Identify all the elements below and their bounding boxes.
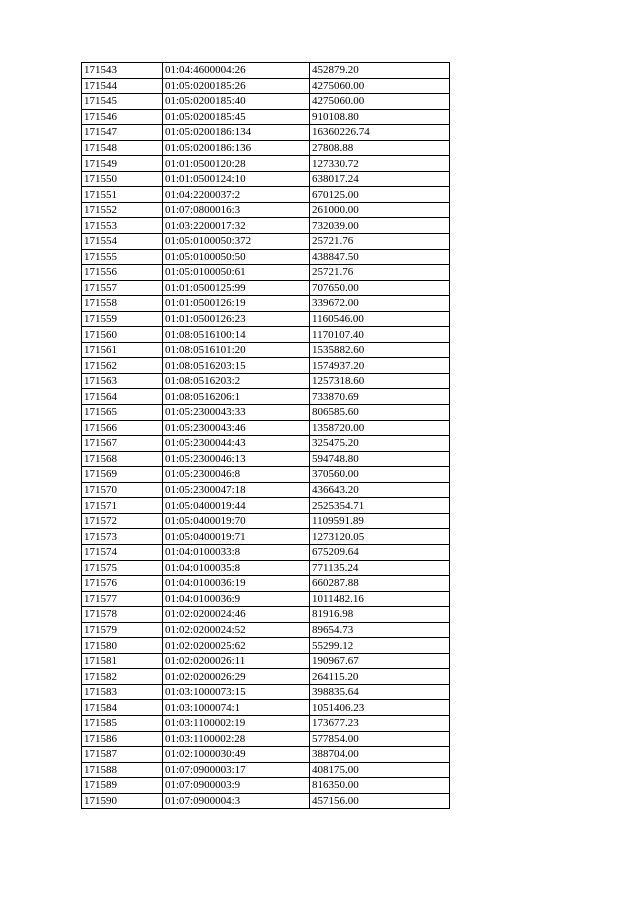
table-row [82,747,450,763]
cadastral-number-cell: 01:05:0100050:50 [163,249,310,265]
table-row [82,187,450,203]
value-cell: 25721.76 [310,265,450,281]
value-cell: 127330.72 [310,156,450,172]
table-row [82,420,450,436]
value-cell: 1358720.00 [310,420,450,436]
row-number-cell: 171575 [82,560,163,576]
table-row [82,156,450,172]
value-cell: 771135.24 [310,560,450,576]
table-row [82,731,450,747]
table-row [82,451,450,467]
row-number-cell: 171547 [82,125,163,141]
table-row [82,669,450,685]
value-cell: 457156.00 [310,793,450,809]
row-number-cell: 171556 [82,265,163,281]
cadastral-number-cell: 01:02:0200026:29 [163,669,310,685]
table-row [82,405,450,421]
cadastral-number-cell: 01:08:0516203:2 [163,373,310,389]
row-number-cell: 171584 [82,700,163,716]
row-number-cell: 171553 [82,218,163,234]
cadastral-number-cell: 01:05:0400019:70 [163,513,310,529]
value-cell: 1011482.16 [310,591,450,607]
value-cell: 1273120.05 [310,529,450,545]
value-cell: 1160546.00 [310,311,450,327]
row-number-cell: 171544 [82,78,163,94]
value-cell: 1257318.60 [310,373,450,389]
table-row [82,684,450,700]
row-number-cell: 171574 [82,544,163,560]
cadastral-number-cell: 01:02:0200025:62 [163,638,310,654]
value-cell: 25721.76 [310,234,450,250]
cadastral-number-cell: 01:05:0200185:26 [163,78,310,94]
cadastral-number-cell: 01:05:2300044:43 [163,436,310,452]
cadastral-number-cell: 01:05:2300046:13 [163,451,310,467]
table-row [82,793,450,809]
value-cell: 638017.24 [310,171,450,187]
row-number-cell: 171569 [82,467,163,483]
row-number-cell: 171550 [82,171,163,187]
value-cell: 438847.50 [310,249,450,265]
value-cell: 733870.69 [310,389,450,405]
table-row [82,576,450,592]
row-number-cell: 171559 [82,311,163,327]
table-row [82,373,450,389]
cadastral-number-cell: 01:08:0516203:15 [163,358,310,374]
value-cell: 81916.98 [310,607,450,623]
value-cell: 370560.00 [310,467,450,483]
table-row [82,78,450,94]
table-row [82,342,450,358]
table-row [82,762,450,778]
table-row [82,202,450,218]
cadastral-number-cell: 01:03:1100002:19 [163,715,310,731]
cadastral-number-cell: 01:05:0200186:134 [163,125,310,141]
cadastral-number-cell: 01:01:0500126:19 [163,296,310,312]
cadastral-number-cell: 01:02:0200026:11 [163,653,310,669]
cadastral-number-cell: 01:08:0516101:20 [163,342,310,358]
table-row [82,778,450,794]
cadastral-number-cell: 01:03:2200017:32 [163,218,310,234]
value-cell: 190967.67 [310,653,450,669]
table-row [82,140,450,156]
table-row [82,482,450,498]
row-number-cell: 171572 [82,513,163,529]
value-cell: 1535882.60 [310,342,450,358]
cadastral-number-cell: 01:03:1100002:28 [163,731,310,747]
row-number-cell: 171578 [82,607,163,623]
value-cell: 910108.80 [310,109,450,125]
table-row [82,529,450,545]
value-cell: 1170107.40 [310,327,450,343]
row-number-cell: 171586 [82,731,163,747]
row-number-cell: 171561 [82,342,163,358]
row-number-cell: 171557 [82,280,163,296]
row-number-cell: 171548 [82,140,163,156]
value-cell: 452879.20 [310,63,450,79]
cadastral-number-cell: 01:05:0200186:136 [163,140,310,156]
row-number-cell: 171577 [82,591,163,607]
cadastral-value-table [81,62,450,809]
table-row [82,327,450,343]
cadastral-number-cell: 01:08:0516100:14 [163,327,310,343]
row-number-cell: 171566 [82,420,163,436]
table-row [82,358,450,374]
table-row [82,653,450,669]
cadastral-number-cell: 01:07:0900004:3 [163,793,310,809]
cadastral-number-cell: 01:05:2300043:46 [163,420,310,436]
table-row [82,498,450,514]
cadastral-number-cell: 01:04:0100035:8 [163,560,310,576]
row-number-cell: 171580 [82,638,163,654]
table-row [82,715,450,731]
cadastral-number-cell: 01:05:0100050:372 [163,234,310,250]
table-row [82,249,450,265]
value-cell: 339672.00 [310,296,450,312]
row-number-cell: 171588 [82,762,163,778]
table-row [82,234,450,250]
cadastral-number-cell: 01:07:0900003:17 [163,762,310,778]
row-number-cell: 171565 [82,405,163,421]
table-body [82,63,450,809]
cadastral-number-cell: 01:05:0100050:61 [163,265,310,281]
cadastral-number-cell: 01:01:0500120:28 [163,156,310,172]
cadastral-number-cell: 01:04:0100036:9 [163,591,310,607]
value-cell: 4275060.00 [310,78,450,94]
cadastral-number-cell: 01:03:1000074:1 [163,700,310,716]
row-number-cell: 171564 [82,389,163,405]
value-cell: 577854.00 [310,731,450,747]
row-number-cell: 171552 [82,202,163,218]
table-row [82,311,450,327]
table-row [82,125,450,141]
cadastral-number-cell: 01:05:0400019:44 [163,498,310,514]
row-number-cell: 171570 [82,482,163,498]
value-cell: 660287.88 [310,576,450,592]
table-row [82,94,450,110]
value-cell: 670125.00 [310,187,450,203]
row-number-cell: 171549 [82,156,163,172]
value-cell: 388704.00 [310,747,450,763]
cadastral-number-cell: 01:01:0500124:10 [163,171,310,187]
row-number-cell: 171590 [82,793,163,809]
row-number-cell: 171579 [82,622,163,638]
row-number-cell: 171571 [82,498,163,514]
row-number-cell: 171568 [82,451,163,467]
value-cell: 1574937.20 [310,358,450,374]
table-row [82,544,450,560]
table-row [82,280,450,296]
cadastral-number-cell: 01:01:0500125:99 [163,280,310,296]
value-cell: 675209.64 [310,544,450,560]
table-row [82,63,450,79]
row-number-cell: 171589 [82,778,163,794]
table-row [82,436,450,452]
cadastral-number-cell: 01:01:0500126:23 [163,311,310,327]
cadastral-number-cell: 01:05:2300046:8 [163,467,310,483]
value-cell: 1051406.23 [310,700,450,716]
row-number-cell: 171562 [82,358,163,374]
value-cell: 707650.00 [310,280,450,296]
value-cell: 594748.80 [310,451,450,467]
value-cell: 2525354.71 [310,498,450,514]
row-number-cell: 171587 [82,747,163,763]
table-row [82,622,450,638]
row-number-cell: 171546 [82,109,163,125]
cadastral-number-cell: 01:04:0100036:19 [163,576,310,592]
value-cell: 408175.00 [310,762,450,778]
value-cell: 261000.00 [310,202,450,218]
table-row [82,513,450,529]
table-row [82,560,450,576]
value-cell: 816350.00 [310,778,450,794]
value-cell: 732039.00 [310,218,450,234]
table-row [82,607,450,623]
table-row [82,467,450,483]
table-row [82,109,450,125]
value-cell: 173677.23 [310,715,450,731]
row-number-cell: 171560 [82,327,163,343]
cadastral-number-cell: 01:03:1000073:15 [163,684,310,700]
table-row [82,296,450,312]
row-number-cell: 171558 [82,296,163,312]
value-cell: 1109591.89 [310,513,450,529]
table-row [82,218,450,234]
value-cell: 55299.12 [310,638,450,654]
table-row [82,389,450,405]
cadastral-number-cell: 01:04:2200037:2 [163,187,310,203]
row-number-cell: 171573 [82,529,163,545]
row-number-cell: 171567 [82,436,163,452]
value-cell: 27808.88 [310,140,450,156]
row-number-cell: 171563 [82,373,163,389]
row-number-cell: 171582 [82,669,163,685]
table-row [82,700,450,716]
value-cell: 264115.20 [310,669,450,685]
row-number-cell: 171583 [82,684,163,700]
row-number-cell: 171554 [82,234,163,250]
table-row [82,265,450,281]
cadastral-number-cell: 01:07:0800016:3 [163,202,310,218]
cadastral-number-cell: 01:05:0200185:45 [163,109,310,125]
value-cell: 325475.20 [310,436,450,452]
cadastral-number-cell: 01:02:1000030:49 [163,747,310,763]
cadastral-number-cell: 01:02:0200024:52 [163,622,310,638]
cadastral-number-cell: 01:05:0200185:40 [163,94,310,110]
row-number-cell: 171551 [82,187,163,203]
value-cell: 398835.64 [310,684,450,700]
cadastral-number-cell: 01:04:0100033:8 [163,544,310,560]
cadastral-number-cell: 01:05:2300043:33 [163,405,310,421]
row-number-cell: 171555 [82,249,163,265]
row-number-cell: 171585 [82,715,163,731]
row-number-cell: 171545 [82,94,163,110]
row-number-cell: 171581 [82,653,163,669]
row-number-cell: 171576 [82,576,163,592]
cadastral-number-cell: 01:05:0400019:71 [163,529,310,545]
table-row [82,591,450,607]
value-cell: 4275060.00 [310,94,450,110]
table-row [82,171,450,187]
cadastral-number-cell: 01:02:0200024:46 [163,607,310,623]
value-cell: 436643.20 [310,482,450,498]
cadastral-number-cell: 01:05:2300047:18 [163,482,310,498]
value-cell: 806585.60 [310,405,450,421]
cadastral-number-cell: 01:08:0516206:1 [163,389,310,405]
cadastral-number-cell: 01:07:0900003:9 [163,778,310,794]
value-cell: 16360226.74 [310,125,450,141]
row-number-cell: 171543 [82,63,163,79]
value-cell: 89654.73 [310,622,450,638]
table-row [82,638,450,654]
cadastral-number-cell: 01:04:4600004:26 [163,63,310,79]
